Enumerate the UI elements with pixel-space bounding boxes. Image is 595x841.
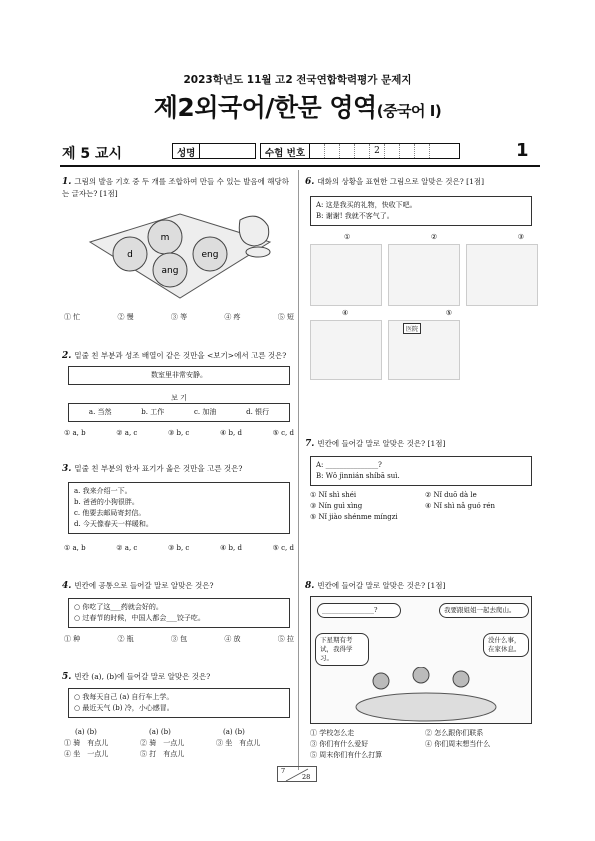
- q7-option[interactable]: ⑤ Nǐ jiào shénme míngzi: [310, 513, 398, 521]
- q5-header: (a) (b): [223, 728, 245, 736]
- q6-labels-top: [344, 232, 524, 243]
- q2-option[interactable]: ⑤ c, d: [272, 429, 294, 437]
- label-m: m: [160, 233, 170, 243]
- name-box[interactable]: [172, 143, 256, 159]
- q7-option[interactable]: ④ Nǐ shì nǎ guó rén: [425, 502, 495, 510]
- q5-stem: [62, 671, 294, 683]
- q4-option[interactable]: ⑤ 拉: [277, 635, 294, 643]
- q8-option[interactable]: ② 怎么跟你们联系: [425, 729, 484, 737]
- q6-scene-3: [466, 244, 538, 306]
- q3-line: a. 我来介绍一下。: [74, 487, 132, 495]
- exam-number-cell: [385, 144, 400, 158]
- q5-option[interactable]: ④ 坐 一点儿: [64, 750, 109, 758]
- bogi-item: b. 工作: [141, 408, 165, 416]
- q5-number: 5.: [62, 672, 72, 682]
- name-label: 성명: [173, 144, 200, 158]
- q3-option[interactable]: ② a, c: [116, 544, 138, 552]
- q5-line: ○ 我每天自己 (a) 自行车上学。: [74, 693, 174, 701]
- q7-line: A: _______________?: [316, 461, 382, 469]
- exam-number-label: 수험 번호: [261, 144, 310, 158]
- q7-number: 7.: [305, 439, 315, 449]
- q1-text: 그림의 발음 기호 중 두 개를 조합하여 만들 수 있는 발음에 해당하는 글자는? [1점]: [62, 177, 289, 198]
- exam-number-box[interactable]: [260, 143, 460, 159]
- q1-number: 1.: [62, 177, 72, 187]
- q8-text: 빈칸에 들어갈 말로 알맞은 것은? [1점]: [317, 581, 446, 590]
- q6-dialogue-box: [310, 196, 532, 226]
- bogi-item: d. 银行: [246, 408, 270, 416]
- q5-option[interactable]: ① 骑 有点儿: [64, 739, 109, 747]
- period-label: 제 5 교시: [62, 146, 123, 162]
- q3-number: 3.: [62, 464, 72, 474]
- q2-sentence: 数室里非常安静。: [151, 371, 207, 379]
- bubble-right: 我要跟姐姐一起去爬山。: [439, 603, 529, 618]
- q6-option[interactable]: ④: [342, 309, 349, 317]
- q6-number: 6.: [305, 177, 315, 187]
- q8-stem: [305, 580, 540, 592]
- q1-option[interactable]: ④ 疼: [224, 313, 241, 321]
- q4-option[interactable]: ① 种: [64, 635, 81, 643]
- bogi-item: a. 当然: [88, 408, 112, 416]
- q5-text: 빈칸 (a), (b)에 들어갈 말로 알맞은 것은?: [74, 672, 211, 681]
- exam-number-cell: [325, 144, 340, 158]
- exam-number-cell: 2: [370, 144, 385, 158]
- q8-options: [310, 728, 540, 761]
- exam-number-cell: [310, 144, 325, 158]
- q8-scene: [310, 596, 532, 724]
- q5-option[interactable]: ⑤ 打 有点儿: [140, 750, 185, 758]
- q4-line: ○ 你吃了这___药就会好的。: [74, 603, 163, 611]
- bubble-left: 下星期有考试，我得学习。: [315, 633, 369, 666]
- q8-option[interactable]: ① 学校怎么走: [310, 729, 355, 737]
- q5-options: [64, 738, 294, 760]
- q4-text: 빈칸에 공통으로 들어갈 말로 알맞은 것은?: [74, 581, 214, 590]
- q6-text: 대화의 상황을 표현한 그림으로 알맞은 것은? [1점]: [317, 177, 485, 186]
- q7-option[interactable]: ② Nǐ duō dà le: [425, 491, 477, 499]
- label-d: d: [127, 250, 133, 260]
- exam-title: [0, 88, 595, 124]
- q2-option[interactable]: ① a, b: [64, 429, 86, 437]
- title-sub: (중국어 Ⅰ): [376, 102, 442, 120]
- q2-sentence-box: [68, 366, 290, 385]
- q4-options: [64, 634, 294, 645]
- q1-option[interactable]: ① 忙: [64, 313, 81, 321]
- q6-scene-1: [310, 244, 382, 306]
- q3-option[interactable]: ④ b, d: [220, 544, 242, 552]
- bogi-label: 보 기: [171, 394, 187, 402]
- label-ang: ang: [161, 266, 179, 276]
- q7-text: 빈칸에 들어갈 말로 알맞은 것은? [1점]: [317, 439, 446, 448]
- q2-option[interactable]: ④ b, d: [220, 429, 242, 437]
- q6-option[interactable]: ①: [344, 233, 351, 241]
- q1-stem: [62, 176, 292, 199]
- q5-header: (a) (b): [149, 728, 171, 736]
- q1-options: [64, 312, 294, 323]
- q6-scene-4: [310, 320, 382, 380]
- q6-scene-2: [388, 244, 460, 306]
- q5-box: [68, 688, 290, 718]
- q2-option[interactable]: ③ b, c: [168, 429, 190, 437]
- hospital-sign: 医院: [403, 323, 421, 334]
- q4-line: ○ 过春节的时候，中国人都会___饺子吃。: [74, 614, 205, 622]
- q7-stem: [305, 438, 540, 450]
- q8-option[interactable]: ⑤ 周末你们有什么打算: [310, 751, 383, 759]
- q6-option[interactable]: ②: [430, 233, 438, 241]
- q5-line: ○ 最近天气 (b) 冷，小心感冒。: [74, 704, 174, 712]
- q5-option[interactable]: ③ 坐 有点儿: [216, 739, 261, 747]
- q8-option[interactable]: ③ 你们有什么爱好: [310, 740, 369, 748]
- q1-option[interactable]: ③ 等: [170, 313, 188, 321]
- mooncake-illustration: [70, 202, 290, 302]
- exam-number-cell: [340, 144, 355, 158]
- q3-option[interactable]: ③ b, c: [168, 544, 190, 552]
- q2-number: 2.: [62, 351, 72, 361]
- q6-scene-5: [388, 320, 460, 380]
- q5-option[interactable]: ② 骑 一点儿: [140, 739, 185, 747]
- header-rule: [60, 165, 540, 167]
- q6-stem: [305, 176, 540, 188]
- bogi-item: c. 加油: [194, 408, 217, 416]
- q7-option[interactable]: ③ Nín guì xìng: [310, 502, 363, 510]
- q3-option[interactable]: ① a, b: [64, 544, 86, 552]
- footer-slash: [278, 767, 318, 783]
- footer-total-pages: 28: [302, 773, 311, 781]
- q2-stem: [62, 350, 294, 362]
- q3-stem: [62, 463, 294, 475]
- q4-stem: [62, 580, 294, 592]
- q3-line: d. 今天像春天一样暖和。: [74, 520, 153, 528]
- label-eng: eng: [201, 250, 219, 260]
- q4-option[interactable]: ② 瓶: [117, 635, 134, 643]
- q3-box: [68, 482, 290, 534]
- q3-line: c. 他要去邮局寄封信。: [74, 509, 146, 517]
- q5-headers: [75, 727, 295, 738]
- exam-number-cell: [400, 144, 415, 158]
- q7-options: [310, 490, 540, 523]
- students-at-table-illustration: [351, 667, 501, 723]
- q4-option[interactable]: ④ 放: [224, 635, 241, 643]
- q6-line: A: 这是我买的礼物，快收下吧。: [316, 201, 417, 209]
- q7-line: B: Wǒ jìnnián shíbā suì.: [316, 472, 400, 480]
- footer-current-page: 7: [281, 767, 286, 775]
- q4-box: [68, 598, 290, 628]
- bubble-right-2: 没什么事，在家休息。: [483, 633, 529, 657]
- exam-number-cell: [355, 144, 370, 158]
- q2-text: 밑줄 친 부분과 성조 배열이 같은 것만을 <보기>에서 고른 것은?: [74, 351, 287, 360]
- q1-option[interactable]: ⑤ 短: [277, 313, 294, 321]
- q3-text: 밑줄 친 부분의 한자 표기가 옳은 것만을 고른 것은?: [74, 464, 243, 473]
- q3-line: b. 爸爸的小狗很胖。: [74, 498, 139, 506]
- q4-number: 4.: [62, 581, 72, 591]
- q8-number: 8.: [305, 581, 315, 591]
- exam-number-cell: [415, 144, 430, 158]
- q7-dialogue-box: [310, 456, 532, 486]
- q2-option[interactable]: ② a, c: [116, 429, 138, 437]
- q6-option[interactable]: ⑤: [445, 309, 452, 317]
- column-divider: [298, 170, 299, 770]
- page-number: 1: [516, 140, 529, 161]
- bubble-blank: ________________?: [317, 603, 401, 618]
- q3-options: [64, 543, 294, 554]
- q4-option[interactable]: ③ 包: [170, 635, 188, 643]
- q2-options: [64, 428, 294, 439]
- exam-subtitle: 2023학년도 11월 고2 전국연합학력평가 문제지: [183, 74, 412, 86]
- title-main: 제2외국어/한문 영역: [153, 93, 377, 122]
- q6-pictures: [310, 232, 540, 382]
- bogi-box: [68, 403, 290, 422]
- q6-labels-bottom: [342, 308, 452, 319]
- q7-option[interactable]: ① Nǐ shì shéi: [310, 491, 357, 499]
- q5-header: (a) (b): [75, 728, 97, 736]
- page-footer: [277, 766, 317, 782]
- q3-option[interactable]: ⑤ c, d: [272, 544, 294, 552]
- q6-line: B: 谢谢! 我就不客气了。: [316, 212, 394, 220]
- q1-option[interactable]: ② 慢: [117, 313, 134, 321]
- q6-option[interactable]: ③: [517, 233, 524, 241]
- q2-bogi: [68, 393, 290, 422]
- q8-option[interactable]: ④ 你们周末想当什么: [425, 740, 491, 748]
